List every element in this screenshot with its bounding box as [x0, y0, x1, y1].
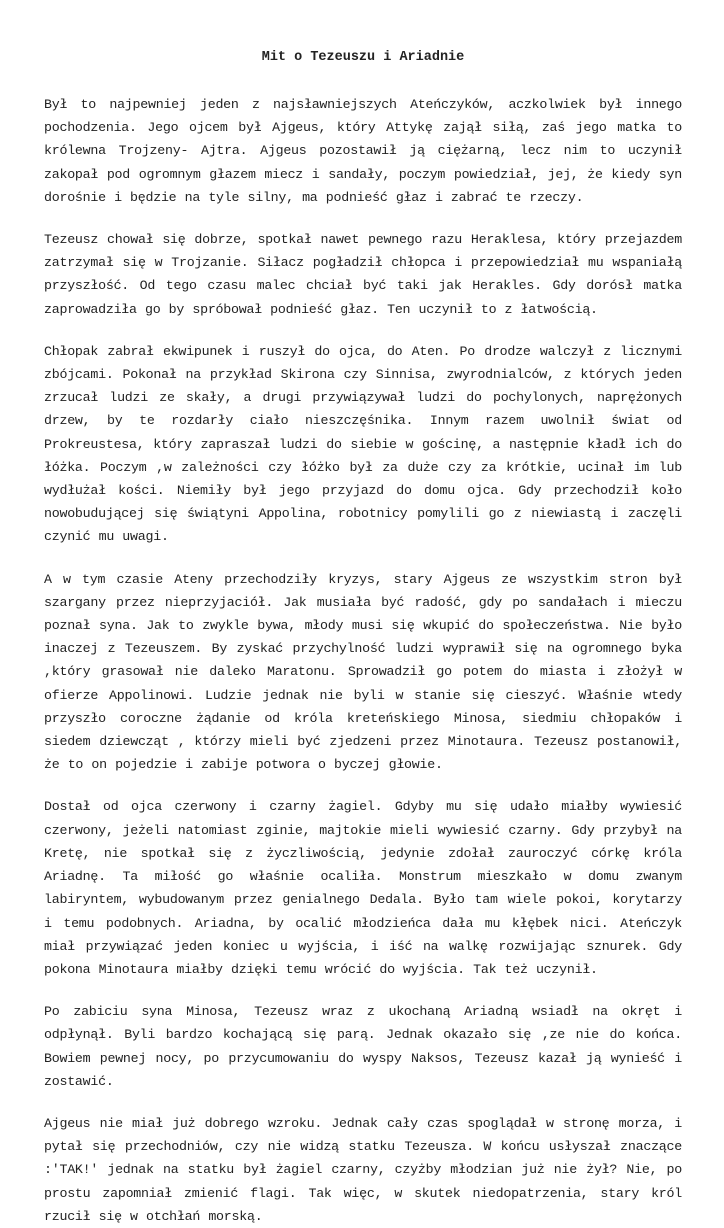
paragraph-1: Był to najpewniej jeden z najsławniejszych Ateńczyków, aczkolwiek był innego pochodzenia. Jego ojcem był Ajgeus, który Attykę zajął siłą, zaś jego matka to królewna Trojzeny- Ajtra. Ajgeus pozostawił ją ciężarną, lecz nim to uczynił zakopał pod ogromnym głazem miecz i sandały, poczym powiedział, jej, że kiedy syn dorośnie i będzie na tyle silny, ma podnieść głaz i zabrać te rzeczy.	[44, 97, 682, 205]
paragraph-3: Chłopak zabrał ekwipunek i ruszył do ojca, do Aten. Po drodze walczył z licznymi zbójcami. Pokonał na przykład Skirona czy Sinnisa, zwyrodnialców, z których jeden zrzucał ludzi ze skały, a drugi przywiązywał ludzi do pochylonych, naprężonych drzew, by te rozdarły ciało nieszczęśnika. Innym razem uwolnił świat od Prokreustesa, który zapraszał ludzi do siebie w gościnę, a następnie kładł ich do łóżka. Poczym ,w zależności czy łóżko był za duże czy za krótkie, ucinał im lub wydłużał kości. Niemiły był jego przyjazd do domu ojca. Gdy przechodził koło nowobudującej się świątyni Appolina, robotnicy pomylili go z niewiastą i zaczęli czynić mu uwagi.	[44, 343, 682, 545]
paragraph-2: Tezeusz chował się dobrze, spotkał nawet pewnego razu Heraklesa, który przejazdem zatrzymał się w Trojzanie. Siłacz pogładził chłopca i przepowiedział mu wspaniałą przyszłość. Od tego czasu malec chciał być taki jak Herakles. Gdy dorósł matka zaprowadziła go by spróbował podnieść głaz. Ten uczynił to z łatwością.	[44, 232, 682, 317]
paragraph-6: Po zabiciu syna Minosa, Tezeusz wraz z ukochaną Ariadną wsiadł na okręt i odpłynął. Byli bardzo kochającą się parą. Jednak okazało się ,ze nie do końca. Bowiem pewnej nocy, po przycumowaniu do wyspy Naksos, Tezeusz kazał ją wynieść i zostawić.	[44, 1004, 682, 1089]
paragraph-7: Ajgeus nie miał już dobrego wzroku. Jednak cały czas spoglądał w stronę morza, i pytał się przechodniów, czy nie widzą statku Tezeusza. W końcu usłyszał znaczące :'TAK!' jednak na statku był żagiel czarny, czyżby młodzian już nie żył? Nie, po prostu zapomniał zmienić flagi. Tak więc, w skutek niedopatrzenia, stary król rzucił się w otchłań morską.	[44, 1115, 682, 1224]
document-title: Mit o Tezeuszu i Ariadnie	[261, 50, 465, 65]
paragraph-4: A w tym czasie Ateny przechodziły kryzys, stary Ajgeus ze wszystkim stron był szargany przez nieprzyjaciół. Jak musiała być radość, gdy po sandałach i mieczu poznał syna. Jak to zwykle bywa, młody musi się wkupić do społeczeństwa. Nie było inaczej z Tezeuszem. By zyskać przychylność ludzi wyprawił się na ogromnego byka ,który grasował nie daleko Maratonu. Sprowadził go potem do miasta i złożył w ofierze Appolinowi. Ludzie jednak nie byli w stanie się cieszyć. Właśnie wtedy przyszło coroczne żądanie od króla kreteńskiego Minosa, siedmiu chłopaków i siedem dziewcząt , którzy mieli być zjedzeni przez Minotaura. Tezeusz postanowił, że to on pojedzie i zabije potwora o byczej głowie.	[44, 571, 682, 773]
paragraph-5: Dostał od ojca czerwony i czarny żagiel. Gdyby mu się udało miałby wywiesić czerwony, jeżeli natomiast zginie, majtokie mieli wywiesić czarny. Gdy przybył na Kretę, nie spotkał się z życzliwością, jedynie zdołał zauroczyć córkę króla Ariadnę. Ta miłość go właśnie ocaliła. Monstrum mieszkało w domu zwanym labiryntem, wybudowanym przez genialnego Dedala. Było tam wiele pokoi, korytarzy i temu podobnych. Ariadna, by ocalić młodzieńca dała mu kłębek nici. Ateńczyk miał przywiązać jeden koniec u wyjścia, i iść na walkę rozwijając sznurek. Gdy pokona Minotaura miałby dzięki temu wrócić do wyjścia. Tak też uczynił.	[44, 799, 682, 977]
